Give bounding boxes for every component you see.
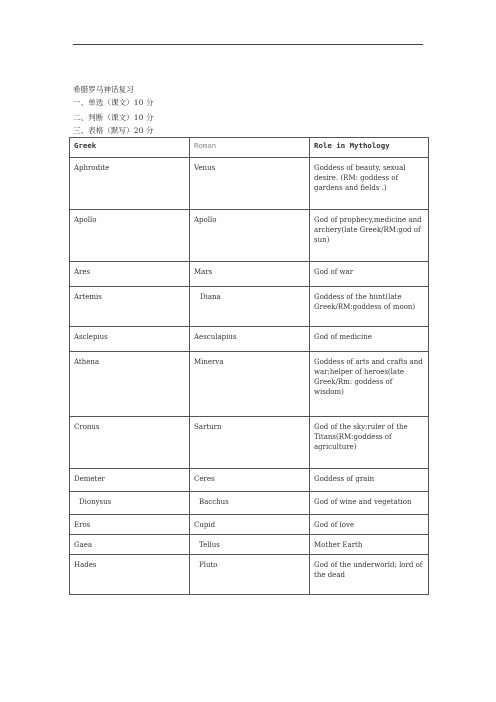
greek-cell: Asclepius [70,327,190,352]
roman-cell: Apollo [190,210,310,262]
header-greek: Greek [70,138,190,158]
roman-cell: Sarturn [190,417,310,469]
role-cell: Goddess of grain [310,469,429,492]
table-row [70,469,429,492]
table-row [70,555,429,595]
table-row [70,535,429,555]
role-cell: Goddess of arts and crafts and war;helper of heroes(late Greek/Rm: goddess of wisdom) [310,352,429,417]
table-row [70,158,429,210]
table-header-row [70,138,429,158]
table-row [70,492,429,515]
role-cell: God of the underworld; lord of the dead [310,555,429,595]
greek-cell: Hades [70,555,190,595]
role-cell: Goddess of beauty, sexual desire. (RM: goddess of gardens and fields .) [310,158,429,210]
roman-cell: Diana [190,287,310,327]
section-2-heading: 二、判断（课文）10 分 [73,113,154,122]
greek-cell: Eros [70,515,190,535]
role-cell: God of war [310,262,429,287]
roman-cell: Venus [190,158,310,210]
greek-cell: Apollo [70,210,190,262]
roman-cell: Cupid [190,515,310,535]
greek-cell: Athena [70,352,190,417]
roman-cell: Aesculapius [190,327,310,352]
role-cell: God of love [310,515,429,535]
greek-cell: Demeter [70,469,190,492]
roman-cell: Minerva [190,352,310,417]
table-row [70,417,429,469]
role-cell: God of wine and vegetation [310,492,429,515]
table-row [70,262,429,287]
header-rule [73,44,423,45]
mythology-table [69,137,429,595]
table-row [70,352,429,417]
review-title: 希腊罗马神话复习 [73,85,134,94]
section-1-heading: 一、单选（课文）10 分 [73,98,154,107]
roman-cell: Tellus [190,535,310,555]
roman-cell: Bacchus [190,492,310,515]
header-role: Role in Mythology [310,138,429,158]
greek-cell: Artemis [70,287,190,327]
role-cell: God of the sky;ruler of the Titans(RM:goddess of agriculture) [310,417,429,469]
greek-cell: Gaea [70,535,190,555]
role-cell: Goddess of the hunt(late Greek/RM:goddess of moon) [310,287,429,327]
roman-cell: Mars [190,262,310,287]
roman-cell: Pluto [190,555,310,595]
role-cell: God of prophecy,medicine and archery(late Greek/RM:god of sun) [310,210,429,262]
role-cell: Mother Earth [310,535,429,555]
roman-cell: Ceres [190,469,310,492]
table-row [70,210,429,262]
header-roman: Roman [190,138,310,158]
greek-cell: Aphrodite [70,158,190,210]
table-row [70,327,429,352]
greek-cell: Cronus [70,417,190,469]
role-cell: God of medicine [310,327,429,352]
greek-cell: Ares [70,262,190,287]
section-3-heading: 三、表格（默写）20 分 [73,126,154,135]
table-row [70,287,429,327]
table-row [70,515,429,535]
greek-cell: Dionysus [70,492,190,515]
